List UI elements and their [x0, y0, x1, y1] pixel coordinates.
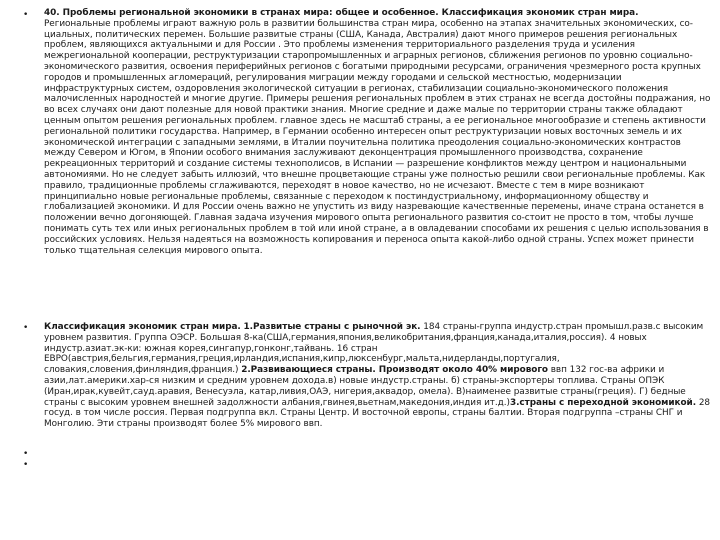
subheading-developing: 2.Развивающиеся страны. Производят около 40% мирового — [241, 365, 548, 376]
section-problems-regional-economy — [44, 8, 712, 256]
transition-countries-text: 28 госуд. в том числе россия. Первая подгруппа вкл. Страны Центр. И восточной европы, страны балтии. Вторая подгруппа –страны СНГ и Монголию. Эти страны производят более 5% мирового ввп. — [44, 397, 711, 430]
section-body-text: Региональные проблемы играют важную роль в развитии большинства стран мира, особенно на этапах значительных экономических, со-циальных, политических перемен. Большие развитые страны (США, Канада, Австралия) дают много примеров решения региональных проблем, являющихся актуальными и для России . Это проблемы изменения территориального разделения труда и усиления межрегиональной кооперации, реструктуризации старопромышленных и аграрных регионов, сближения регионов по уровню социально-экономического развития, освоения периферийных регионов с богатыми природными ресурсами, ограничения чрезмерного роста крупных городов и промышленных агломераций, регулирования миграции между городами и сельской местностью, модернизации инфраструктурных систем, оздоровления экологической ситуации в регионах, стабилизации социально-экономического положения малочисленных народностей и многие другие. Примеры решения региональных проблем в этих странах не всегда достойны подражания, но во всех случаях они дают полезные для новой практики знания. Многие средние и даже малые по территории страны также обладают ценным опытом решения региональных проблем. главное здесь не масштаб страны, а ее региональное многообразие и степень активности региональной политики государства. Например, в Германии особенно интересен опыт реструктуризации новых восточных земель и их экономической интеграции с западными землями, в Италии поучительна политика преодоления социально-экономических контрастов между Севером и Югом, в Японии особого внимания заслуживают деконцентрация промышленного производства, сохранение рекреационных территорий и создание системы технополисов, в Испании — разрешение конфликтов между центром и национальными автономиями. Но не следует забыть иллюзий, что внешне процветающие страны уже полностью решили свои региональные проблемы. Как правило, традиционные проблемы сглаживаются, переходят в новое качество, но не исчезают. Вместе с тем в мире возникают принципиально новые региональные проблемы, связанные с переходом к постиндустриальному, информационному обществу и глобализацией экономики. И для России очень важно не упустить из виду назревающие качественные перемены, иначе страна останется в положении вечно догоняющей. Главная задача изучения мирового опыта регионального развития со-стоит не просто в том, чтобы лучше понимать суть тех или иных региональных проблем в той или иной стране, а в овладевании способами их решения с целью использования в российских условиях. Нельзя надеяться на возможность копирования и переноса опыта какой-либо одной страны. Успех может принести только тщательная селекция мирового опыта. — [44, 18, 711, 256]
bullet-marker: • — [23, 449, 29, 459]
bullet-marker: • — [23, 460, 29, 470]
section-heading: Классификация экономик стран мира. — [44, 322, 241, 332]
bullet-marker: • — [23, 10, 29, 20]
bullet-marker: • — [23, 323, 29, 333]
developing-countries-text: ввп 132 гос-ва африки и азии,лат.америки.хар-ся низким и средним уровнем дохода.в) новые индустр.страны. б) страны-экспортеры топлива. Страны ОПЭК (Иран,ирак,кувейт,сауд.аравия, Венесуэла, катар,ливия,ОАЭ, нигерия,аквадор, омела). В)наименее развитые страны(греция). Г) бедные страны с высоким уровнем внешней задолжности албания,гвинея,вьетнам,македония,индия ит.д.) — [44, 365, 686, 408]
section-heading: 40. Проблемы региональной экономики в странах мира: общее и особенное. Классификация экономик стран мира. — [44, 8, 639, 18]
developed-countries-text: 184 страны-группа индустр.стран промышл.разв.с высоким уровнем развития. Группа ОЭСР. Большая 8-ка(США,германия,япония,великобритания,франция,канада,италия,россия). 4 новых индустр.азиат.эк-ки: южная корея,сингапур,гонконг,тайвань. 16 стран ЕВРО(австрия,бельгия,германия,греция,ирландия,испания,кипр,люксенбург,мальта,нидерланды,португалия, словакия,словения,финляндия,франция.) — [44, 322, 704, 376]
subheading-developed: 1.Развитые страны с рыночной эк. — [243, 322, 421, 332]
section-economy-classification — [44, 322, 712, 430]
subheading-transition: 3.страны с переходной экономикой. — [509, 397, 697, 408]
